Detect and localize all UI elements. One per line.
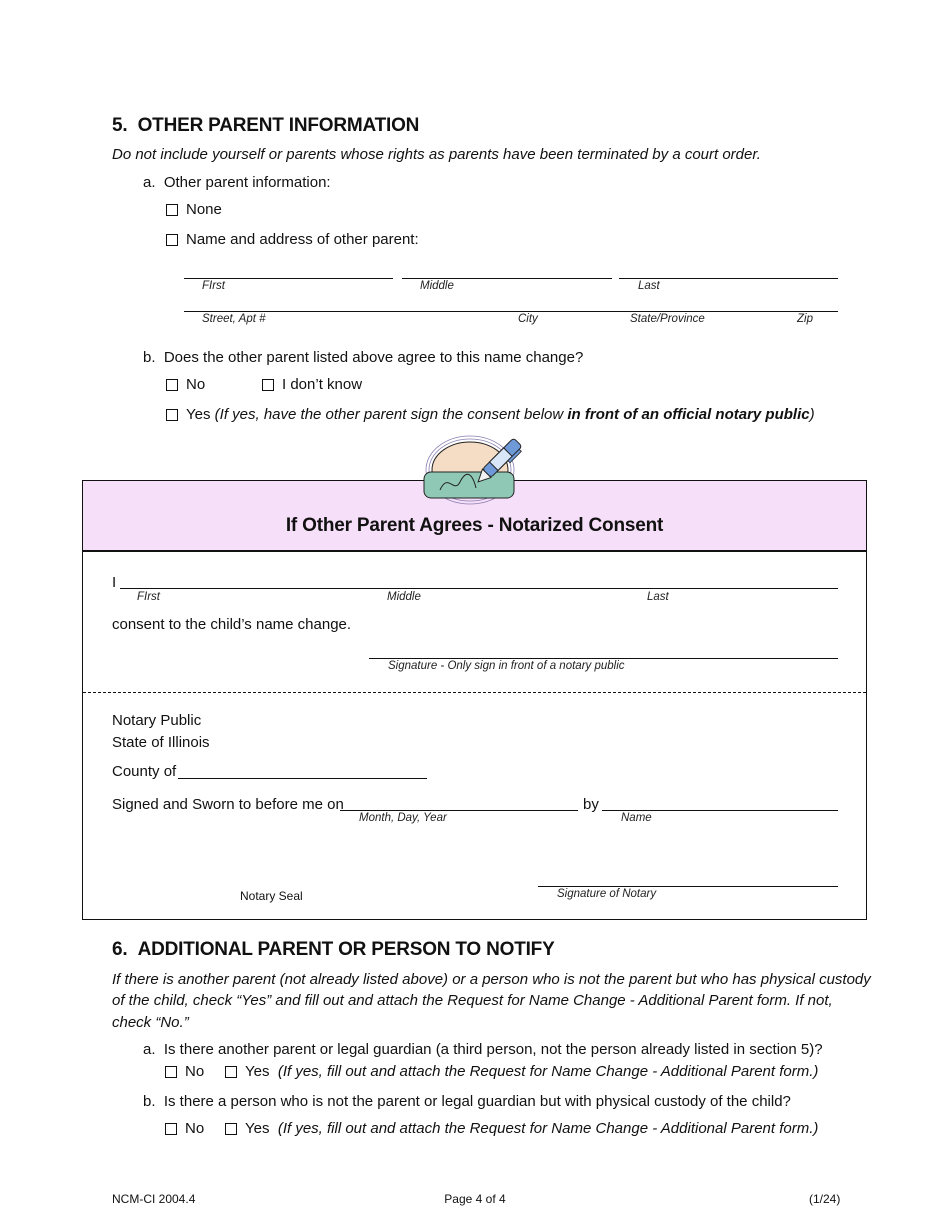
section-5-note: Do not include yourself or parents whose rights as parents have been terminated by a court order. — [112, 146, 761, 163]
parent-signature-field[interactable] — [369, 658, 838, 659]
sworn-date-field[interactable] — [340, 810, 578, 811]
checkbox-agree-no[interactable] — [166, 379, 178, 391]
checkbox-agree-yes-label — [186, 406, 815, 423]
notary-signature-label: Signature of Notary — [557, 888, 657, 900]
dashed-divider — [83, 692, 866, 693]
consent-text: consent to the child’s name change. — [112, 616, 352, 633]
checkbox-agree-no-label: No — [186, 376, 206, 393]
6b-yes-text: Yes — [245, 1120, 270, 1137]
street-label: Street, Apt # — [202, 313, 266, 325]
yes-text: Yes — [186, 406, 211, 423]
yes-note — [215, 406, 815, 423]
first-label: FIrst — [202, 280, 225, 292]
checkbox-6b-yes[interactable] — [225, 1123, 237, 1135]
name-label: Name — [621, 812, 652, 824]
section-6-title: 6. ADDITIONAL PARENT OR PERSON TO NOTIFY — [112, 939, 555, 960]
consent-i-label: I — [112, 574, 117, 591]
checkbox-agree-yes[interactable] — [166, 409, 178, 421]
checkbox-agree-dont-know-label: I don’t know — [282, 376, 363, 393]
checkbox-none[interactable] — [166, 204, 178, 216]
notary-seal-label: Notary Seal — [240, 889, 303, 903]
sworn-label: Signed and Sworn to before me on — [112, 796, 344, 813]
other-parent-middle-field[interactable] — [402, 278, 612, 279]
section-6-note-line2: of the child, check “Yes” and fill out and attach the Request for Name Change - Additional Parent form. If not, — [112, 992, 833, 1009]
checkbox-6b-no-label: No — [185, 1120, 205, 1137]
checkbox-6a-no-label: No — [185, 1063, 205, 1080]
by-label: by — [583, 796, 599, 813]
6a-yes-text: Yes — [245, 1063, 270, 1080]
checkbox-6a-yes-label — [245, 1063, 818, 1080]
checkbox-6a-yes[interactable] — [225, 1066, 237, 1078]
consent-first-label: FIrst — [137, 591, 160, 603]
consent-title: If Other Parent Agrees - Notarized Consent — [285, 515, 664, 536]
parent-signature-label: Signature - Only sign in front of a notary public — [388, 660, 625, 672]
notary-signature-field[interactable] — [538, 886, 838, 887]
consent-name-field[interactable] — [120, 588, 838, 589]
last-label: Last — [638, 280, 660, 292]
other-parent-address-field[interactable] — [184, 311, 838, 312]
checkbox-none-label: None — [186, 201, 222, 218]
checkbox-6b-no[interactable] — [165, 1123, 177, 1135]
consent-last-label: Last — [647, 591, 669, 603]
state-label: State/Province — [630, 313, 705, 325]
checkbox-6b-yes-label — [245, 1120, 818, 1137]
section-6b-label: b. Is there a person who is not the parent or legal guardian but with physical custody of the child? — [143, 1093, 791, 1110]
signing-pen-icon — [418, 432, 536, 512]
notary-public-text: Notary Public — [112, 712, 202, 729]
6a-yes-note: (If yes, fill out and attach the Request for Name Change - Additional Parent form.) — [277, 1063, 819, 1080]
yes-note-plain: (If yes, have the other parent sign the consent below — [214, 406, 568, 423]
footer-form-code: NCM-CI 2004.4 — [112, 1192, 196, 1206]
footer-page-number: Page 4 of 4 — [444, 1192, 506, 1206]
city-label: City — [518, 313, 538, 325]
sworn-name-field[interactable] — [602, 810, 838, 811]
county-field[interactable] — [178, 778, 427, 779]
other-parent-first-field[interactable] — [184, 278, 393, 279]
section-5-title: 5. OTHER PARENT INFORMATION — [112, 115, 420, 136]
other-parent-last-field[interactable] — [619, 278, 838, 279]
consent-middle-label: Middle — [387, 591, 421, 603]
zip-label: Zip — [797, 313, 813, 325]
section-6-note-line1: If there is another parent (not already listed above) or a person who is not the parent but who has physical custody — [112, 971, 871, 988]
section-5b-label: b. Does the other parent listed above agree to this name change? — [143, 349, 584, 366]
date-label: Month, Day, Year — [359, 812, 447, 824]
county-label: County of — [112, 763, 177, 780]
yes-note-bold: in front of an official notary public — [567, 406, 810, 423]
checkbox-6a-no[interactable] — [165, 1066, 177, 1078]
checkbox-name-address-label: Name and address of other parent: — [186, 231, 419, 248]
middle-label: Middle — [420, 280, 454, 292]
checkbox-name-address[interactable] — [166, 234, 178, 246]
yes-note-close: ) — [809, 406, 815, 423]
section-6-note-line3: check “No.” — [112, 1014, 189, 1031]
6b-yes-note: (If yes, fill out and attach the Request for Name Change - Additional Parent form.) — [277, 1120, 819, 1137]
section-6a-label: a. Is there another parent or legal guardian (a third person, not the person already listed in section 5)? — [143, 1041, 823, 1058]
checkbox-agree-dont-know[interactable] — [262, 379, 274, 391]
section-5a-label: a. Other parent information: — [143, 174, 331, 191]
state-text: State of Illinois — [112, 734, 210, 751]
footer-date: (1/24) — [809, 1192, 841, 1206]
